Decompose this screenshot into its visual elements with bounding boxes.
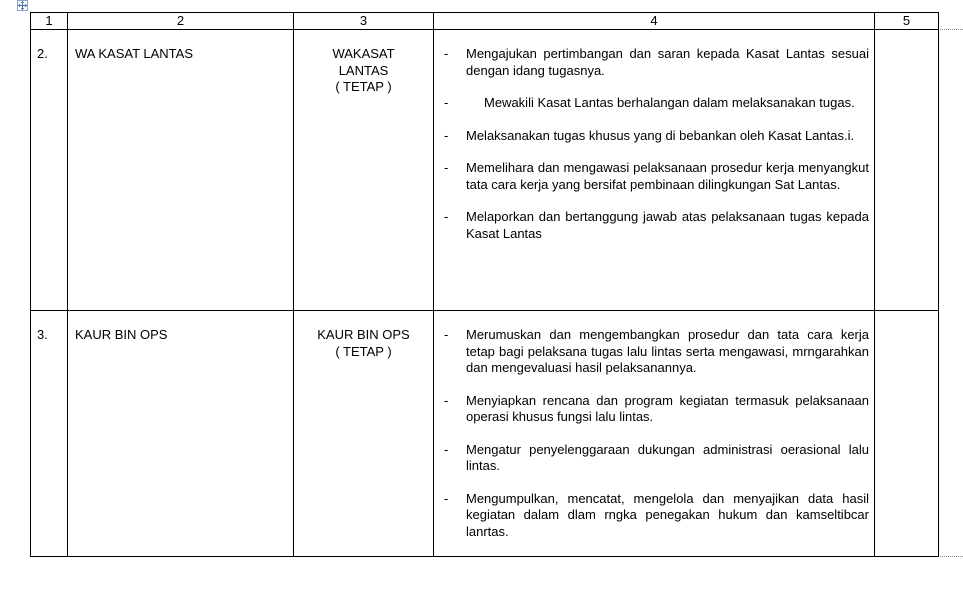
header-cell-5: 5	[875, 13, 939, 30]
bullet-dash: -	[444, 392, 449, 408]
duty-text: Mengumpulkan, mencatat, mengelola dan menyajikan data hasil kegiatan dalam dlam rngka penegakan hukum dan kamseltibcar lanrtas.	[466, 490, 869, 539]
duty-item	[444, 209, 869, 242]
bullet-dash: -	[444, 160, 449, 175]
duty-text: Mengatur penyelenggaraan dukungan administrasi oerasional lalu lintas.	[466, 441, 869, 473]
header-cell-3: 3	[294, 13, 434, 30]
title-line: ( TETAP )	[335, 79, 392, 94]
duty-text: Merumuskan dan mengembangkan prosedur dan tata cara kerja tetap bagi pelaksana tugas lalu lintas serta mengawasi, mrngarahkan dan mengevaluasi hasil pelaksanannya.	[466, 327, 869, 375]
duty-text: Melaporkan dan bertanggung jawab atas pelaksanaan tugas kepada Kasat Lantas	[466, 209, 869, 241]
bullet-dash: -	[444, 441, 449, 457]
duty-table	[30, 12, 939, 557]
duty-item	[444, 327, 869, 377]
row-number: 3.	[31, 311, 68, 557]
bullet-dash: -	[444, 490, 449, 506]
position-title	[294, 30, 434, 311]
table-row	[31, 30, 939, 311]
title-line: KAUR BIN OPS	[317, 327, 410, 342]
header-cell-2: 2	[68, 13, 294, 30]
title-line: LANTAS	[338, 62, 389, 78]
duties-cell	[434, 30, 875, 311]
bullet-dash: -	[444, 209, 449, 224]
table-move-handle-icon[interactable]	[17, 0, 28, 11]
duty-text: Mewakili Kasat Lantas berhalangan dalam melaksanakan tugas.	[484, 95, 855, 110]
duty-item	[444, 46, 869, 79]
duty-item	[444, 160, 869, 193]
position-name: KAUR BIN OPS	[68, 311, 294, 557]
duty-item	[444, 128, 869, 145]
header-cell-4: 4	[434, 13, 875, 30]
gridline-guide-top	[940, 29, 963, 30]
duty-item	[444, 442, 869, 475]
gridline-guide-bottom	[940, 556, 963, 557]
bullet-dash: -	[444, 95, 449, 110]
remarks-cell	[875, 311, 939, 557]
duty-text: Melaksanakan tugas khusus yang di bebankan oleh Kasat Lantas.i.	[466, 127, 855, 143]
bullet-dash: -	[444, 327, 449, 342]
duties-cell	[434, 311, 875, 557]
remarks-cell	[875, 30, 939, 311]
title-line: WAKASAT	[332, 46, 395, 61]
duty-list	[444, 46, 869, 242]
row-number: 2.	[31, 30, 68, 311]
duty-item	[444, 491, 869, 541]
duty-list	[444, 327, 869, 540]
duty-text: Memelihara dan mengawasi pelaksanaan prosedur kerja menyangkut tata cara kerja yang bersifat pembinaan dilingkungan Sat Lantas.	[466, 160, 869, 192]
title-line: ( TETAP )	[335, 343, 392, 359]
table-header-row	[31, 13, 939, 30]
position-name: WA KASAT LANTAS	[68, 30, 294, 311]
duty-text: Mengajukan pertimbangan dan saran kepada Kasat Lantas sesuai dengan idang tugasnya.	[466, 46, 869, 78]
bullet-dash: -	[444, 127, 449, 143]
bullet-dash: -	[444, 46, 449, 61]
header-cell-1: 1	[31, 13, 68, 30]
position-title	[294, 311, 434, 557]
duty-item	[444, 393, 869, 426]
duty-text: Menyiapkan rencana dan program kegiatan termasuk pelaksanaan operasi khusus fungsi lalu lintas.	[466, 392, 869, 424]
duty-item	[444, 95, 869, 112]
table-row	[31, 311, 939, 557]
